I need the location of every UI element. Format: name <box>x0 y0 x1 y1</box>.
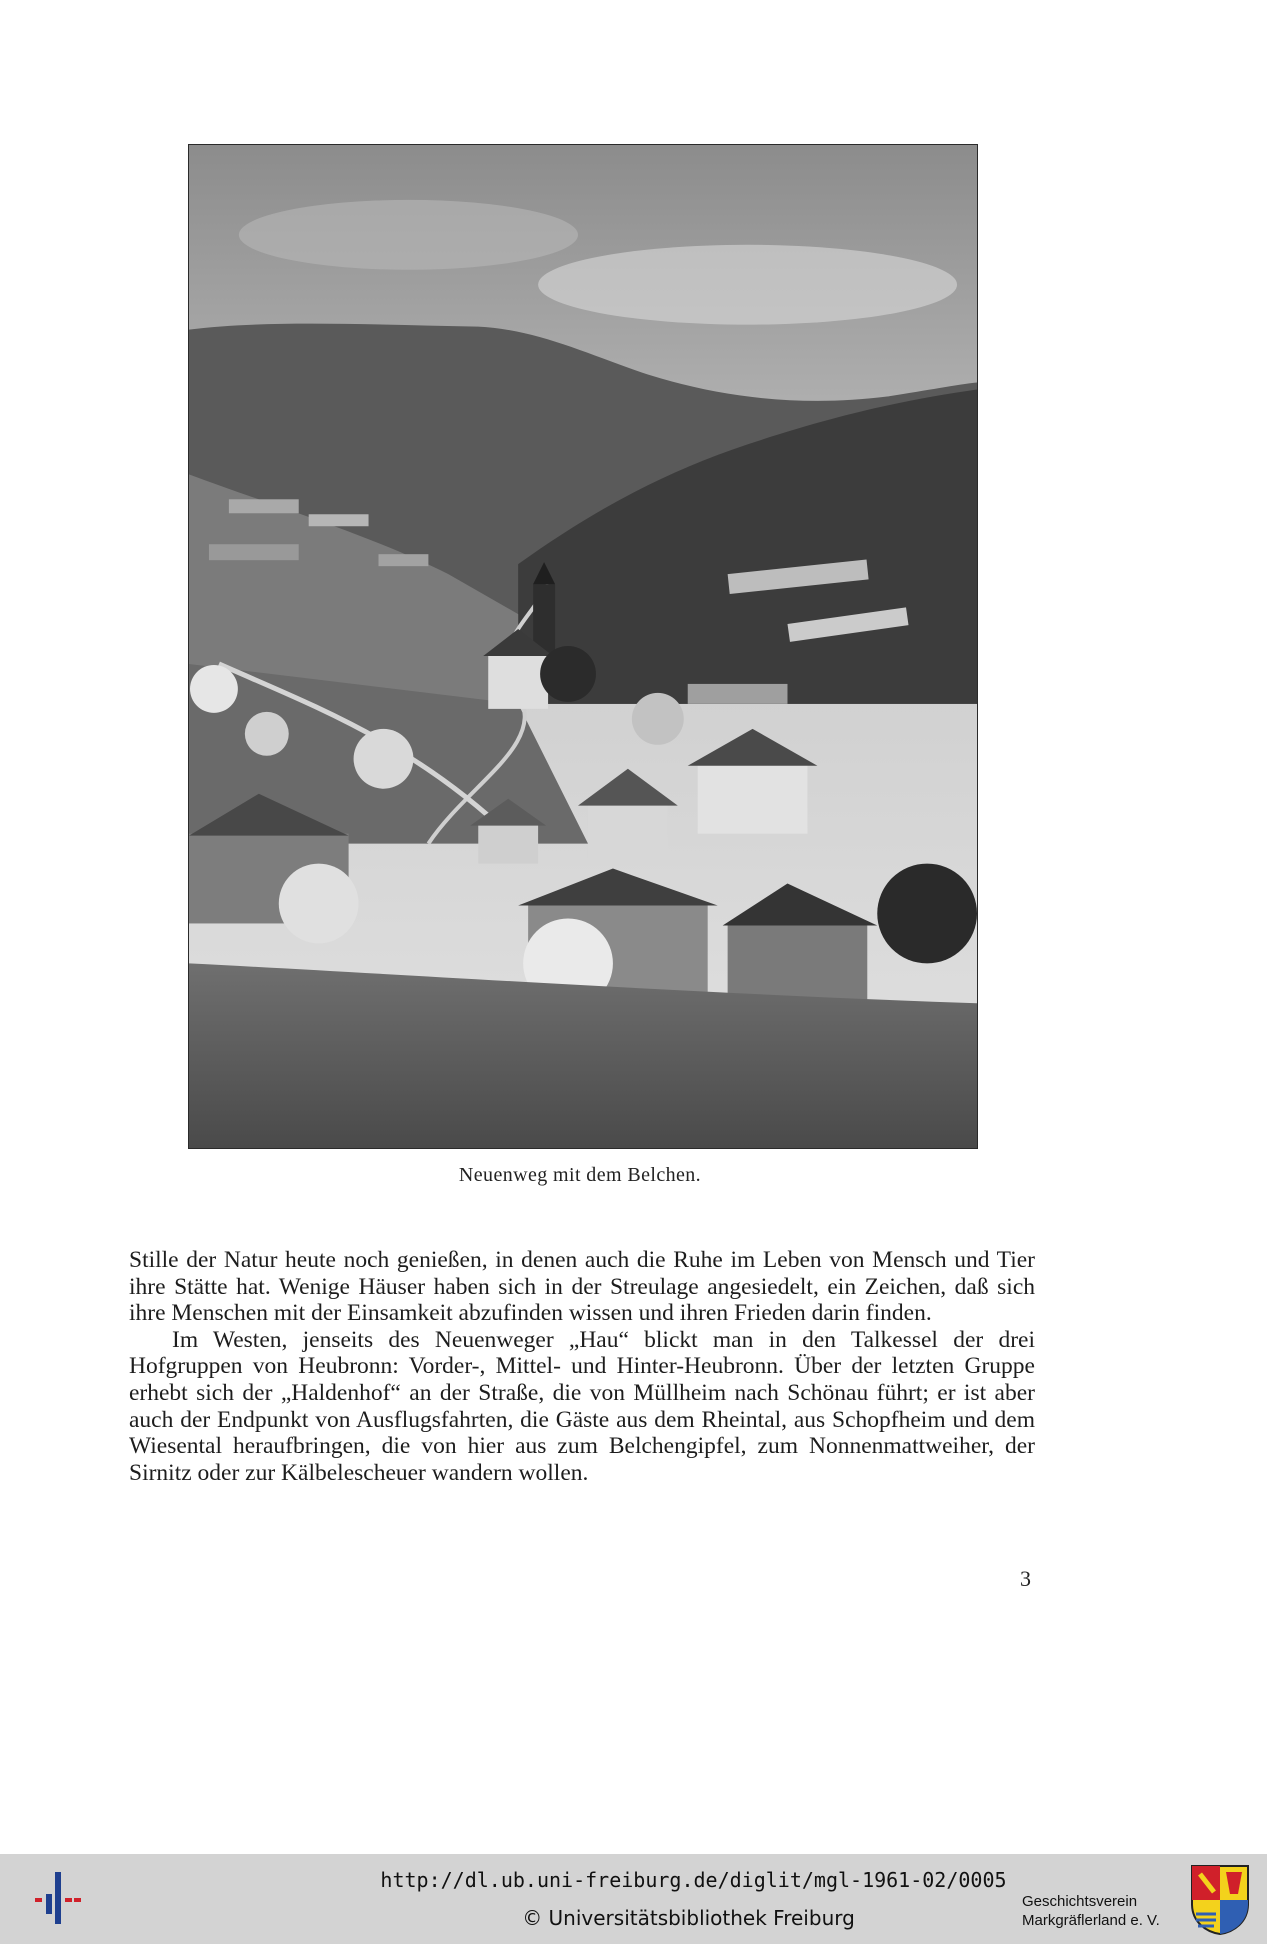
permalink-url[interactable]: http://dl.ub.uni-freiburg.de/diglit/mgl-1961-02/0005 <box>380 1868 1007 1892</box>
footer-bar <box>0 1854 1267 1944</box>
society-name <box>1022 1892 1160 1930</box>
society-line-1: Geschichtsverein <box>1022 1893 1138 1910</box>
paragraph: Im Westen, jenseits des Neuenweger „Hau“ blickt man in den Talkessel der drei Hofgruppen von Heubronn: Vorder-, Mittel- und Hinter-Heubronn. Über der letzten Gruppe erhebt sich der „Haldenhof“ an der Straße, die von Müllheim nach Schönau führt; er ist aber auch der Endpunkt von Ausflugsfahrten, die Gäste aus dem Rheintal, aus Schopfheim und dem Wiesental heraufbringen, die von hier aus zum Belchengipfel, zum Nonnenmattweiher, der Sirnitz oder zur Kälbelescheuer wandern wollen. <box>129 1326 1035 1486</box>
photo-caption: Neuenweg mit dem Belchen. <box>458 1164 702 1186</box>
body-text <box>129 1247 1035 1486</box>
page-number: 3 <box>1020 1566 1031 1591</box>
landscape-photo <box>188 144 978 1149</box>
society-line-2: Markgräflerland e. V. <box>1022 1912 1160 1929</box>
paragraph: Stille der Natur heute noch genießen, in denen auch die Ruhe im Leben von Mensch und Tier ihre Stätte hat. Wenige Häuser haben sich in der Streulage angesiedelt, ein Zeichen, daß sich ihre Menschen mit der Einsamkeit abzufinden wissen und ihren Frieden darin finden. <box>129 1247 1035 1327</box>
coat-of-arms-icon <box>1190 1864 1250 1936</box>
village-valley-photo-image <box>189 145 977 1148</box>
copyright-notice: © Universitätsbibliothek Freiburg <box>522 1906 855 1930</box>
